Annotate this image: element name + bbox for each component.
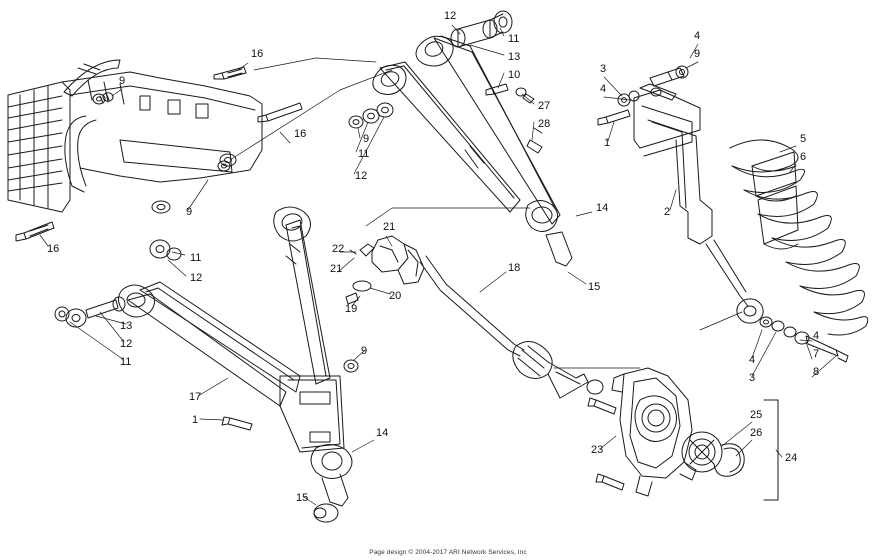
callout-17: 17 (189, 391, 202, 403)
callout-4-c: 4 (749, 354, 756, 366)
callout-28: 28 (538, 118, 551, 130)
callout-2: 2 (664, 206, 671, 218)
callout-15: 15 (588, 281, 601, 293)
lower-a-arm-17 (118, 207, 352, 522)
wheel-bearing-25 (682, 432, 722, 472)
callout-14-b: 14 (376, 427, 389, 439)
callout-23: 23 (591, 444, 604, 456)
callout-1-b: 1 (192, 414, 199, 426)
callout-11: 11 (508, 33, 520, 45)
callout-10: 10 (508, 69, 521, 81)
upper-a-arm-10 (373, 33, 572, 266)
frame-bolt-16-b (258, 103, 302, 122)
callout-6: 6 (800, 151, 807, 163)
callout-18: 18 (508, 262, 521, 274)
callout-4-b: 4 (694, 30, 701, 42)
callout-8: 8 (813, 366, 820, 378)
callout-11-b: 11 (358, 148, 370, 160)
callout-5: 5 (800, 133, 807, 145)
cv-boot-21 (346, 244, 374, 304)
callout-11-c: 11 (190, 252, 202, 264)
callout-24: 24 (785, 452, 798, 464)
fastener-9-frame-a (93, 93, 113, 104)
callout-16: 16 (251, 48, 264, 60)
footer-credit: Page design © 2004-2017 ARI Network Services, Inc (369, 549, 527, 556)
callout-12-d: 12 (120, 338, 133, 350)
callout-12: 12 (444, 10, 457, 22)
frame-bolt-16-c (16, 222, 54, 241)
callout-27: 27 (538, 100, 551, 112)
callout-3: 3 (600, 63, 607, 75)
callout-9-e: 9 (361, 345, 368, 357)
snap-ring-26 (714, 444, 744, 476)
shock-absorber-2 (598, 63, 763, 323)
fastener-10-27-28 (486, 84, 542, 153)
callout-16-b: 16 (294, 128, 307, 140)
callout-26: 26 (750, 427, 763, 439)
callout-9-b: 9 (363, 133, 370, 145)
fastener-3-4-shock-top (618, 91, 639, 106)
callout-12-b: 12 (355, 170, 368, 182)
frame-bolt-16-a (214, 67, 246, 79)
cv-axle-18 (372, 236, 603, 398)
callout-3-b: 3 (749, 372, 756, 384)
callout-4-d: 4 (813, 330, 820, 342)
chassis-frame-group (8, 60, 262, 213)
callout-20: 20 (389, 290, 402, 302)
callout-9-d: 9 (694, 48, 701, 60)
callout-19: 19 (345, 303, 358, 315)
callout-11-d: 11 (120, 356, 132, 368)
callout-22: 22 (332, 243, 345, 255)
callout-1: 1 (604, 137, 611, 149)
callout-25: 25 (750, 409, 763, 421)
spring-seat-6 (752, 152, 798, 249)
fastener-3-4-shock-bottom (760, 317, 848, 362)
callout-7: 7 (813, 348, 820, 360)
callout-15-b: 15 (296, 492, 309, 504)
callout-12-c: 12 (190, 272, 203, 284)
callout-4: 4 (600, 83, 607, 95)
callout-9: 9 (119, 75, 126, 87)
callout-13-b: 13 (120, 320, 133, 332)
callout-13: 13 (508, 51, 521, 63)
callout-21: 21 (383, 221, 396, 233)
fastener-stack-9-11-12 (349, 103, 393, 128)
fastener-1-lower (222, 417, 252, 430)
leader-lines (40, 25, 836, 505)
bushing-stack-top-12 (451, 11, 512, 47)
steering-knuckle-23 (588, 368, 696, 496)
callout-21-b: 21 (330, 263, 343, 275)
callout-16-c: 16 (47, 243, 60, 255)
bushing-stack-left-upper (150, 240, 181, 260)
callout-9-c: 9 (186, 206, 193, 218)
callout-14: 14 (596, 202, 609, 214)
fastener-9-lower (344, 360, 358, 372)
bushing-stack-left-lower (55, 297, 125, 327)
